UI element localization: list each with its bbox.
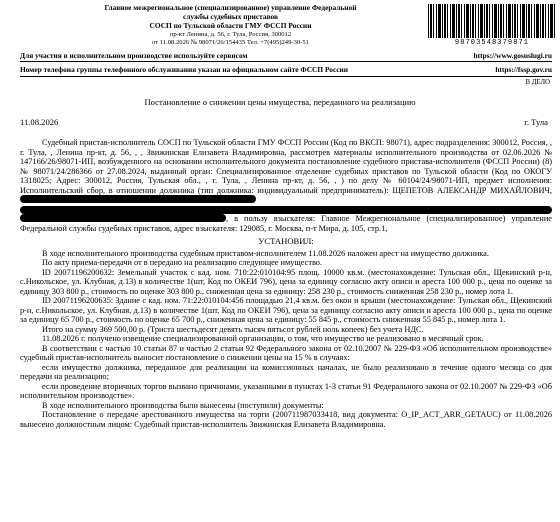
gosuslugi-text: Для участия в исполнительном производстве используйте сервисом [20, 51, 248, 60]
intro-text-part1: Судебный пристав-исполнитель СОСП по Тульской области ГМУ ФССП России (Код по ВКСП: 98071), адрес подразделения: 300012, Россия, , г. Тула, , Ленина пр-кт, д. 56, , , Звижинская Елизавета Владимировна, рассмотрев материалы исполнительного производства от 02.06.2026 № 147166/26/98071-ИП, возбужденного на основании исполнительного документа постановление судебного пристава-исполнителя (ФССП России) (8) № 98071/24/286366 от 27.08.2024, выданный орган: Специализированное отделение судебных приставов по Тульской области (Код по ОКОГУ 1318025; Адрес: 300012, Россия, Тульская обл., , г. Тула, , Ленина пр-кт, д. 56, , ) по делу № 60104/24/98071-ИП, предмет исполнения: Исполнительский сбор, в отношении должника (тип должника: индивидуальный предприниматель): ЩЕПЕТОВ АЛЕКСАНДР МИХАЙЛОВИЧ, [20, 138, 552, 195]
paragraph: Итого на сумму 369 500,00 р. (Триста шестьдесят девять тысяч пятьсот рублей ноль копеек) без учета НДС. [42, 324, 424, 334]
intro-text-part2: , в пользу взыскателя: Главное Межрегиональное (специализированное) управление Федеральной службы судебных приставов, адрес взыскателя: 129085, г. Москва, п-т Мира, д. 105, стр.1, [20, 214, 552, 233]
gosuslugi-line [20, 51, 552, 60]
document-city: г. Тула [524, 117, 548, 127]
document-date: 11.08.2026 [20, 117, 59, 127]
redaction-bar [20, 195, 256, 203]
paragraph: В ходе исполнительного производства судебным приставом-исполнителем 11.08.2026 наложен арест на имущество должника. [42, 248, 489, 258]
paragraph: ID 20071196200632: Земельный участок с кад. ном. 710:22:010104:95 площ. 10000 кв.м. (местонахождение: Тульская обл., Щекинский р-н, с.Никольское, ул. Клубная, д.13) в количестве 1(шт, Код по ОКЕИ 796), цена за единицу согласно акту описи и ареста 100 000 р., цена по оценке за единицу 303 800 р., стоимость по оценке 303 800 р., сниженная цена за единицу: 258 230 р., стоимость сниженная 258 230 р., номер лота 1. [20, 267, 552, 296]
paragraph: По акту приема-передачи от в передано на реализацию следующее имущество. [42, 258, 323, 267]
barcode-number: 98703548379871 [454, 39, 530, 47]
paragraph: если проведение вторичных торгов вызвано причинами, указанными в пунктах 1-3 статьи 91 Федерального закона от 02.10.2007 № 229-ФЗ «Об исполнительном производстве». [20, 381, 552, 400]
fssp-line [20, 65, 552, 74]
fssp-link[interactable]: https://fssp.gov.ru [495, 65, 552, 74]
redaction-bar [20, 206, 552, 214]
intro-paragraph [20, 138, 552, 205]
paragraph: В ходе исполнительного производства были вынесены (поступили) документы: [42, 400, 324, 410]
org-name-line2: службы судебных приставов [182, 12, 279, 22]
org-name-line3: СОСП по Тульской области ГМУ ФССП России [149, 21, 312, 31]
document-title: Постановление о снижении цены имущества, переданного на реализацию [144, 97, 416, 107]
org-phone: от 11.08.2026 № 98071/26/154435 Тел. +7(495)249-30-51 [152, 38, 309, 46]
divider [20, 61, 552, 62]
paragraph: 11.08.2026 г. получено извещение специализированной организации, о том, что имущество не реализовано в месячный срок. [42, 334, 484, 343]
intro-paragraph-cont [20, 214, 552, 233]
gosuslugi-link[interactable]: https://www.gosuslugi.ru [473, 51, 552, 60]
redaction-bar [20, 214, 226, 222]
org-address: пр-кт Ленина, д. 56, г. Тула, Россия, 300012 [169, 30, 292, 38]
divider [20, 76, 552, 77]
fssp-text: Номер телефона группы телефонного обслуживания указан на официальном сайте ФССП России [20, 65, 349, 74]
document-body [20, 138, 552, 429]
paragraph: если имущество должника, переданное для реализации на комиссионных началах, не было реализовано в течение одного месяца со дня передачи на реализацию; [20, 362, 552, 381]
paragraph: В соответствии с частью 10 статьи 87 и частью 2 статьи 92 Федерального закона от 02.10.2007 № 229-ФЗ «Об исполнительном производстве» судебный пристав-исполнитель выносит постановление о снижении цены на 15 % в случаях: [20, 343, 552, 362]
org-name-line1: Главное межрегиональное (специализированное) управление Федеральной [104, 3, 357, 12]
established-heading: УСТАНОВИЛ: [258, 236, 314, 246]
paragraph: ID 20071196200635: Здание с кад. ном. 71:22:010104:456 площадью 21,4 кв.м. без окон и крыши (местонахождение: Тульская обл., Щекинский р-н, с.Никольское, ул. Клубная, д.13) в количестве 1(шт, Код по ОКЕИ 796), цена за единицу согласно акту описи и ареста 100 000 р., цена по оценке за единицу 65 700 р., стоимость по оценке 65 700 р., сниженная цена за единицу: 55 845 р., стоимость сниженная 55 845 р., номер лота 1. [20, 296, 552, 324]
paragraph: Постановление о передаче арестованного имущества на торги (20071198703341​8, вид документа: O_IP_ACT_ARR_GETAUC) от 11.08.2026 вынесено должностным лицом: Судебный пристав-исполнитель Звижинская Елизавета Владимировна. [20, 410, 552, 429]
letterhead [18, 3, 443, 47]
redaction-row [20, 205, 552, 215]
barcode-image [428, 4, 556, 38]
v-delo-label: В ДЕЛО [525, 79, 550, 86]
